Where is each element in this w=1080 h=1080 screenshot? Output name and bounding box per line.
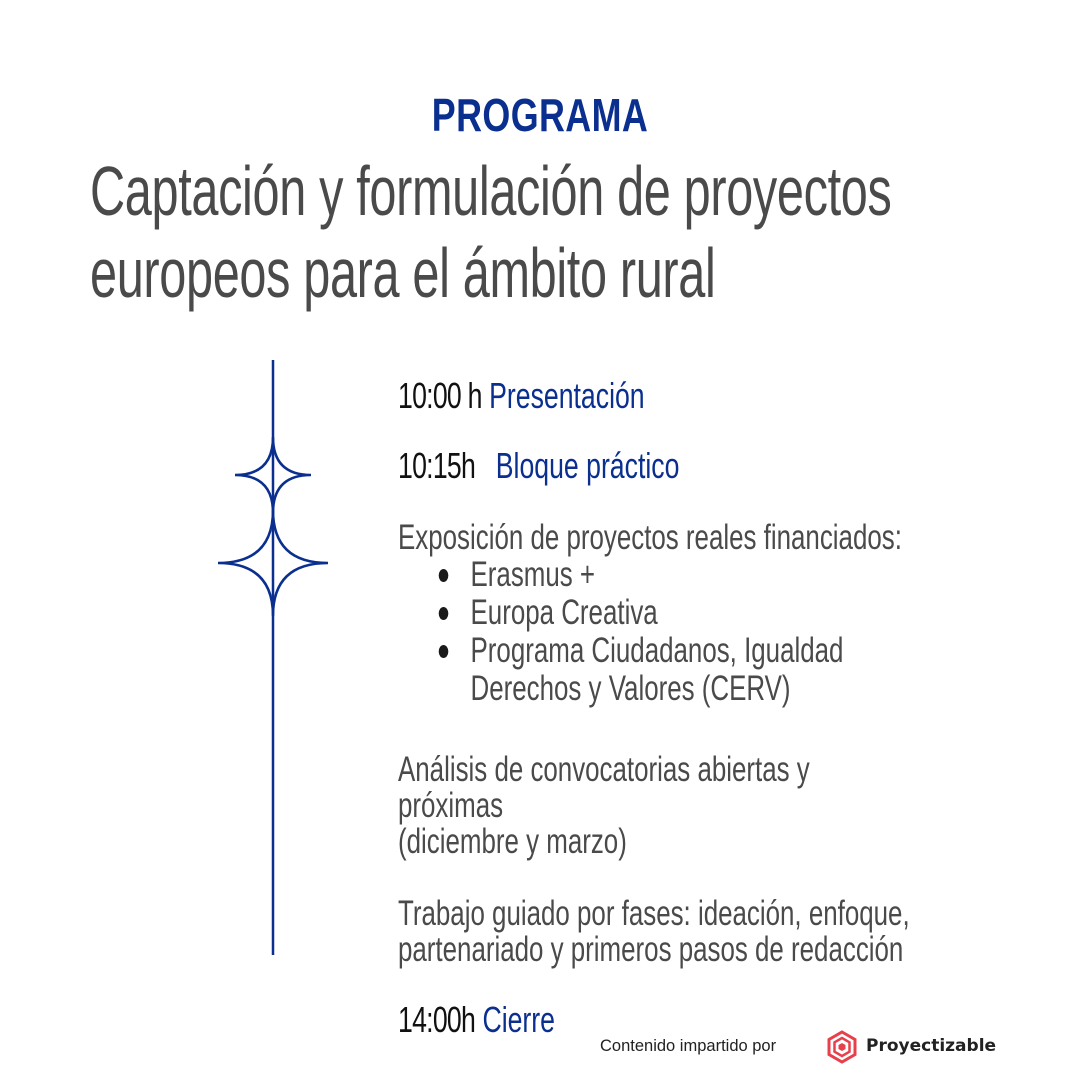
guided-work-line-2: partenariado y primeros pasos de redacción [398,930,904,969]
program-name: Programa Ciudadanos, Igualdad [470,631,844,670]
time-1000: 10:00 h [398,375,482,416]
programs-list [398,556,916,708]
label-closing: Cierre [482,999,555,1040]
label-presentation: Presentación [489,375,645,416]
program-name: Europa Creativa [470,593,658,632]
program-name: Erasmus + [470,555,596,594]
title-line-2: europeos para el ámbito rural [90,234,716,312]
calls-analysis [398,752,916,860]
star-timeline-decoration [200,355,340,960]
calls-analysis-line-1: Análisis de convocatorias abiertas y próximas [398,750,810,825]
bullet-icon [439,607,449,620]
calls-analysis-line-2: (diciembre y marzo) [398,822,627,861]
list-item [398,632,916,708]
program-heading: PROGRAMA [431,89,649,141]
time-1015: 10:15h [398,445,476,486]
program-name-cont: Derechos y Valores (CERV) [470,669,791,708]
bullet-icon [439,569,449,582]
bullet-icon [439,645,449,658]
guided-work [398,896,916,968]
time-1400: 14:00h [398,999,476,1040]
footer-credit-text: Contenido impartido por [600,1037,777,1055]
label-practical-block: Bloque práctico [495,445,680,486]
schedule [398,374,916,1042]
title-line-1: Captación y formulación de proyectos [90,152,892,230]
schedule-item-presentation [398,374,916,418]
projects-intro: Exposición de proyectos reales financiados: [398,518,902,557]
brand-name: Proyectizable [866,1036,997,1056]
list-item [398,556,916,594]
schedule-item-practical [398,444,916,488]
list-item [398,594,916,632]
hexagon-logo-icon [825,1030,859,1064]
guided-work-line-1: Trabajo guiado por fases: ideación, enfoque, [398,894,910,933]
page-title [90,150,924,314]
